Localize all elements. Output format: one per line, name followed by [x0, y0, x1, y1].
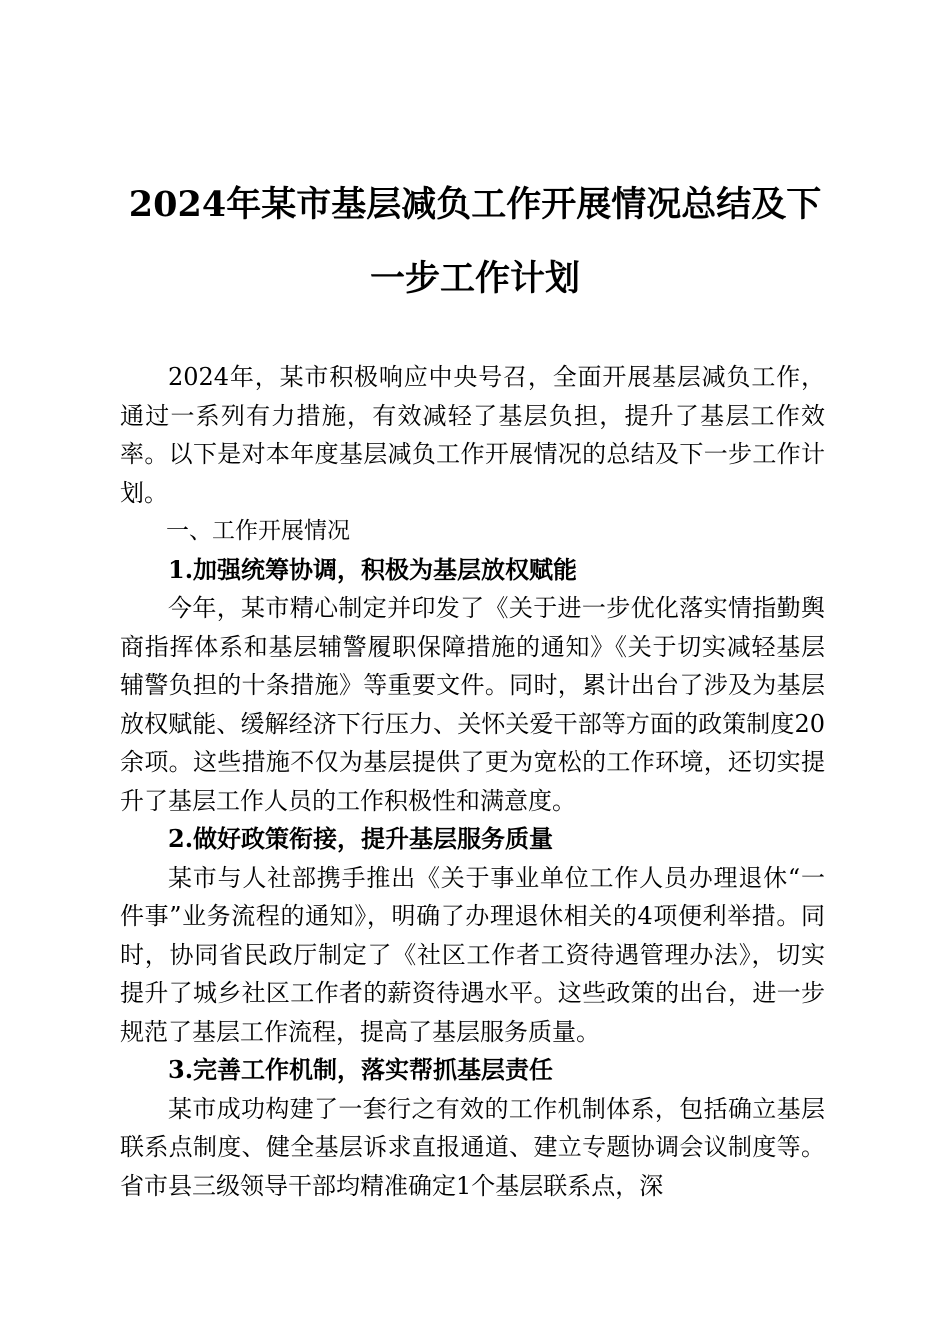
document-body	[120, 358, 825, 1205]
subsection-heading-2: 2.做好政策衔接，提升基层服务质量	[168, 824, 554, 853]
section-heading-1: 一、工作开展情况	[166, 518, 350, 544]
subsection-body-1: 今年，某市精心制定并印发了《关于进一步优化落实情指勤舆商指挥体系和基层辅警履职保障措施的通知》《关于切实减轻基层辅警负担的十条措施》等重要文件。同时，累计出台了涉及为基层放权赋能、缓解经济下行压力、关怀关爱干部等方面的政策制度20余项。这些措施不仅为基层提供了更为宽松的工作环境，还切实提升了基层工作人员的工作积极性和满意度。	[120, 594, 825, 815]
subsection-heading-1: 1.加强统筹协调，积极为基层放权赋能	[168, 554, 578, 584]
subsection-body-3: 某市成功构建了一套行之有效的工作机制体系，包括确立基层联系点制度、健全基层诉求直报通道、建立专题协调会议制度等。省市县三级领导干部均精准确定1个基层联系点，深	[120, 1094, 825, 1200]
document-title	[110, 168, 840, 316]
subsection-body-2: 某市与人社部携手推出《关于事业单位工作人员办理退休“一件事”业务流程的通知》，明确了办理退休相关的4项便利举措。同时，协同省民政厅制定了《社区工作者工资待遇管理办法》，切实提升了城乡社区工作者的薪资待遇水平。这些政策的出台，进一步规范了基层工作流程，提高了基层服务质量。	[120, 863, 825, 1046]
title-line-2: 一步工作计划	[369, 258, 580, 299]
intro-paragraph: 2024年，某市积极响应中央号召，全面开展基层减负工作，通过一系列有力措施，有效减轻了基层负担，提升了基层工作效率。以下是对本年度基层减负工作开展情况的总结及下一步工作计划。	[120, 363, 825, 507]
title-line-1: 2024年某市基层减负工作开展情况总结及下	[128, 184, 822, 225]
subsection-heading-3: 3.完善工作机制，落实帮抓基层责任	[168, 1055, 554, 1084]
